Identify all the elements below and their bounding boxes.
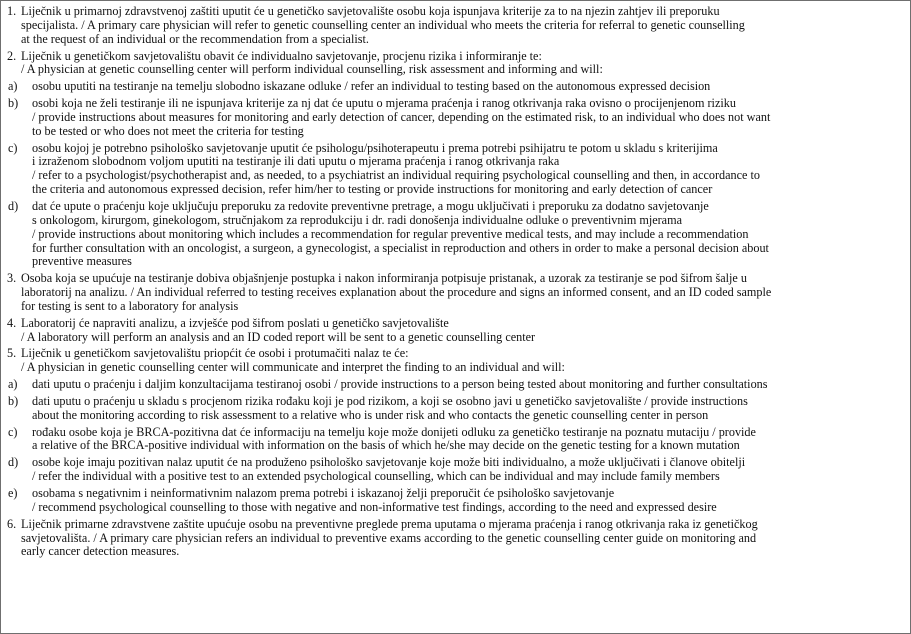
sub-item-letter: a) [8,377,18,392]
text-line: dati uputu o praćenju u skladu s procjenom rizika rođaku koji je pod rizikom, a koji se osobno javi u genetičko savjetovalište / provide instructions [32,393,748,408]
text-line: / refer to a psychologist/psychotherapist and, as needed, to a psychiatrist an individual requiring psychological counselling and then, in accordance to [32,168,760,183]
sub-item-text [32,456,904,484]
text-line: / A physician in genetic counselling center will communicate and interpret the finding to an individual and will: [21,360,565,375]
text-line: osobu uputiti na testiranje na temelju slobodno iskazane odluke / refer an individual to testing based on the autonomous expressed decision [32,79,711,94]
sub-item-text [32,378,904,392]
sub-item-5a [7,378,904,392]
text-line: at the request of an individual or the recommendation from a specialist. [21,31,369,46]
text-line: / A physician at genetic counselling center will perform individual counselling, risk assessment and informing and will: [21,62,603,77]
text-line: laboratorij na analizu. / An individual referred to testing receives explanation about the procedure and signs an informed consent, and an ID coded sample [21,285,772,300]
item-text [21,5,904,47]
sub-item-5c [7,426,904,454]
item-number: 6. [7,516,17,531]
text-line: dat će upute o praćenju koje uključuju preporuku za redovite preventivne pretrage, a mogu uključivati i preporuku za dodatno savjetovanje [32,198,709,213]
sub-item-text [32,426,904,454]
item-number: 2. [7,48,17,63]
text-line: to be tested or who does not meet the criteria for testing [32,123,304,138]
text-line: early cancer detection measures. [21,544,180,559]
sub-item-5b [7,395,904,423]
sub-item-5e [7,487,904,515]
text-line: Osoba koja se upućuje na testiranje dobiva objašnjenje postupka i nakon informiranja potpisuje pristanak, a uzorak za testiranje se pod šifrom šalje u [21,271,747,286]
text-line: dati uputu o praćenju i daljim konzultacijama testiranoj osobi / provide instructions to a person being tested about monitoring and further consultations [32,377,768,392]
sub-item-letter: b) [8,96,19,111]
text-line: Liječnik u primarnoj zdravstvenoj zaštiti uputit će u genetičko savjetovalište osobu koja ispunjava kriterije za to na njezin zahtjev ili preporuku [21,4,720,18]
sub-item-2a [7,80,904,94]
text-line: i izraženom slobodnom voljom uputiti na testiranje ili dati uputu o mjerama praćenja i ranog otkrivanja raka [32,154,560,169]
sub-item-letter: b) [8,393,19,408]
sub-item-letter: a) [8,79,18,94]
item-text [21,272,904,314]
text-line: Laboratorij će napraviti analizu, a izvješće pod šifrom poslati u genetičko savjetovalište [21,315,449,330]
text-line: specijalista. / A primary care physician will refer to genetic counselling center an individual who meets the criteria for referral to genetic counselling [21,17,745,32]
sub-item-letter: e) [8,486,18,500]
sub-item-text [32,80,904,94]
sub-item-letter: c) [8,140,18,155]
text-line: osobama s negativnim i neinformativnim nalazom prema potrebi i iskazanoj želji preporučit će psihološko savjetovanje [32,486,615,500]
text-line: / refer the individual with a positive test to an extended psychological counselling, which can be individual and may include family members [32,469,720,484]
sub-item-text [32,487,904,515]
text-line: preventive measures [32,254,132,269]
text-line: osobi koja ne želi testiranje ili ne ispunjava kriterije za nj dat će uputu o mjerama praćenja i ranog otkrivanja raka ovisno o procijenjenom riziku [32,96,736,111]
text-line: for testing is sent to a laboratory for analysis [21,298,239,313]
list-item-3 [7,272,904,314]
list-item-6 [7,518,904,560]
sub-item-text [32,395,904,423]
text-line: / A laboratory will perform an analysis and an ID coded report will be sent to a genetic counselling center [21,329,536,344]
sub-item-letter: c) [8,424,18,439]
list-item-1 [7,5,904,47]
text-line: Liječnik primarne zdravstvene zaštite upućuje osobu na preventivne preglede prema uputama o mjerama praćenja i ranog otkrivanja raka iz genetičkog [21,516,758,531]
text-line: / recommend psychological counselling to those with negative and non-informative test findings, according to the need and expressed desire [32,499,717,514]
sub-item-letter: d) [8,455,19,470]
list-item-2 [7,50,904,78]
text-line: osobu kojoj je potrebno psihološko savjetovanje uputit će psihologu/psihoterapeutu i prema potrebi psihijatru te potom u skladu s kriterijima [32,140,718,155]
text-line: for further consultation with an oncologist, a surgeon, a gynecologist, a specialist in reproduction and others in order to make a personal decision about [32,240,769,255]
text-line: s onkologom, kirurgom, ginekologom, stručnjakom za reprodukciju i dr. radi donošenja individualne odluke o preventivnim mjerama [32,212,682,227]
text-line: Liječnik u genetičkom savjetovalištu priopćit će osobi i protumačiti nalaz te će: [21,346,409,361]
item-number: 5. [7,346,17,361]
item-text [21,518,904,560]
sub-item-text [32,200,904,269]
text-line: osobe koje imaju pozitivan nalaz uputit će na produženo psihološko savjetovanje koje može biti individualno, a može uključivati i članove obitelji [32,455,746,470]
text-line: Liječnik u genetičkom savjetovalištu obavit će individualno savjetovanje, procjenu rizika i informiranje te: [21,48,542,63]
text-line: about the monitoring according to risk assessment to a relative who is under risk and who contacts the genetic counselling center in person [32,407,709,422]
sub-item-text [32,97,904,139]
text-line: a relative of the BRCA-positive individual with information on the basis of which he/she may decide on the genetic testing for a known mutation [32,438,740,453]
list-item-5 [7,347,904,375]
item-number: 1. [7,4,17,18]
sub-item-text [32,142,904,197]
sub-item-2b [7,97,904,139]
text-line: the criteria and autonomous expressed decision, refer him/her to testing or provide instructions for monitoring and early detection of cancer [32,182,713,197]
item-text [21,317,904,345]
item-number: 4. [7,315,17,330]
item-text [21,347,904,375]
item-number: 3. [7,271,17,286]
sub-item-2d [7,200,904,269]
sub-item-2c [7,142,904,197]
text-line: / provide instructions about monitoring which includes a recommendation for regular preventive medical tests, and may include a recommendation [32,226,749,241]
item-text [21,50,904,78]
text-line: rođaku osobe koja je BRCA-pozitivna dat će informaciju na temelju koje može donijeti odluku za genetičko testiranje na poznatu mutaciju / provide [32,424,756,439]
sub-item-letter: d) [8,198,19,213]
text-line: / provide instructions about measures for monitoring and early detection of cancer, depending on the estimated risk, to an individual who does not want [32,109,771,124]
text-line: savjetovališta. / A primary care physician refers an individual to preventive exams according to the genetic counselling center guide on monitoring and [21,530,757,545]
list-item-4 [7,317,904,345]
sub-item-5d [7,456,904,484]
